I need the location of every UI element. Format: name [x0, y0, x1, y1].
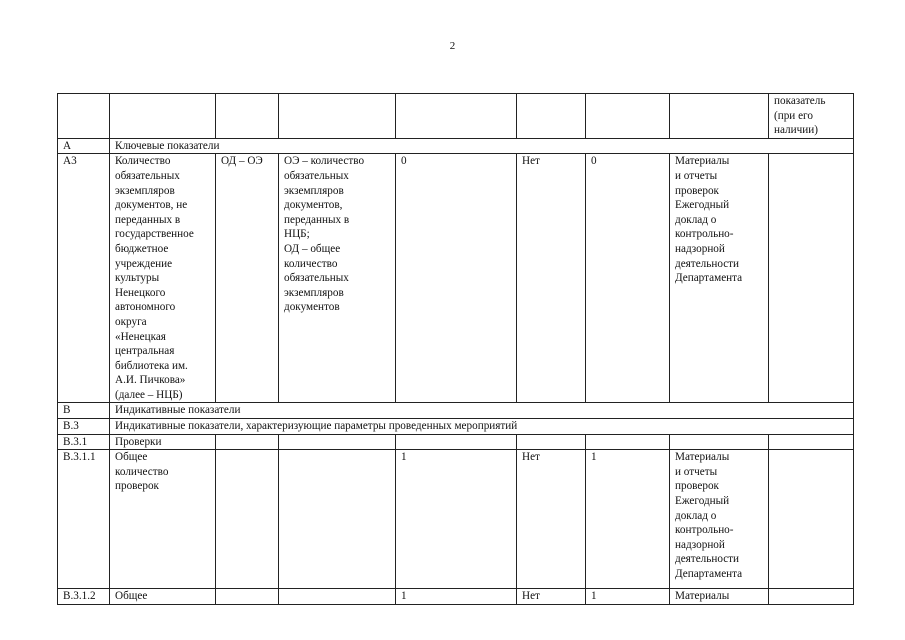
cell-code: В.3.1 — [58, 434, 110, 450]
section-title: Индикативные показатели — [110, 403, 854, 419]
cell-code: А3 — [58, 154, 110, 403]
cell-target — [586, 434, 670, 450]
cell-source — [670, 434, 769, 450]
cell-name: Количество обязательных экземпляров документов, не переданных в государственное бюджетное учреждение культуры Ненецкого автономного округа «Ненецкая центральная библиотека им. А.И. Пичкова» (далее – НЦБ) — [110, 154, 216, 403]
cell-value: 0 — [396, 154, 517, 403]
section-row-b3 — [58, 419, 854, 435]
table-row-b311 — [58, 450, 854, 589]
header-cell-extra: показатель (при его наличии) — [769, 94, 854, 139]
cell-target: 0 — [586, 154, 670, 403]
cell-definition — [279, 450, 396, 589]
cell-code: В.3.1.1 — [58, 450, 110, 589]
cell-target: 1 — [586, 589, 670, 605]
section-title: Ключевые показатели — [110, 138, 854, 154]
cell-name: Проверки — [110, 434, 216, 450]
cell-extra — [769, 450, 854, 589]
cell-extra — [769, 154, 854, 403]
cell-value: 1 — [396, 450, 517, 589]
cell-formula — [216, 434, 279, 450]
cell-code: В.3.1.2 — [58, 589, 110, 605]
cell-formula — [216, 450, 279, 589]
cell-flag — [517, 434, 586, 450]
header-cell-code — [58, 94, 110, 139]
cell-formula — [216, 589, 279, 605]
section-row-b — [58, 403, 854, 419]
cell-definition — [279, 589, 396, 605]
section-title: Индикативные показатели, характеризующие параметры проведенных мероприятий — [110, 419, 854, 435]
cell-flag: Нет — [517, 154, 586, 403]
header-cell-formula — [216, 94, 279, 139]
header-cell-target — [586, 94, 670, 139]
cell-extra — [769, 434, 854, 450]
section-code: В — [58, 403, 110, 419]
cell-definition: ОЭ – количество обязательных экземпляров документов, переданных в НЦБ; ОД – общее количество обязательных экземпляров документов — [279, 154, 396, 403]
table-header-row — [58, 94, 854, 139]
cell-formula: ОД – ОЭ — [216, 154, 279, 403]
table-row-b312 — [58, 589, 854, 605]
section-row-a — [58, 138, 854, 154]
page-number: 2 — [449, 40, 456, 52]
cell-source: Материалы и отчеты проверок Ежегодный доклад о контрольно- надзорной деятельности Департамента — [670, 450, 769, 589]
header-cell-flag — [517, 94, 586, 139]
cell-flag: Нет — [517, 450, 586, 589]
indicators-table — [57, 93, 854, 605]
header-cell-value — [396, 94, 517, 139]
header-cell-source — [670, 94, 769, 139]
header-cell-name — [110, 94, 216, 139]
cell-name: Общее — [110, 589, 216, 605]
section-code: А — [58, 138, 110, 154]
subsection-row-b31 — [58, 434, 854, 450]
cell-source: Материалы — [670, 589, 769, 605]
cell-value: 1 — [396, 589, 517, 605]
cell-value — [396, 434, 517, 450]
cell-flag: Нет — [517, 589, 586, 605]
section-code: В.3 — [58, 419, 110, 435]
cell-definition — [279, 434, 396, 450]
cell-extra — [769, 589, 854, 605]
cell-source: Материалы и отчеты проверок Ежегодный доклад о контрольно- надзорной деятельности Департамента — [670, 154, 769, 403]
cell-target: 1 — [586, 450, 670, 589]
cell-name: Общее количество проверок — [110, 450, 216, 589]
header-cell-definition — [279, 94, 396, 139]
table-row-a3 — [58, 154, 854, 403]
